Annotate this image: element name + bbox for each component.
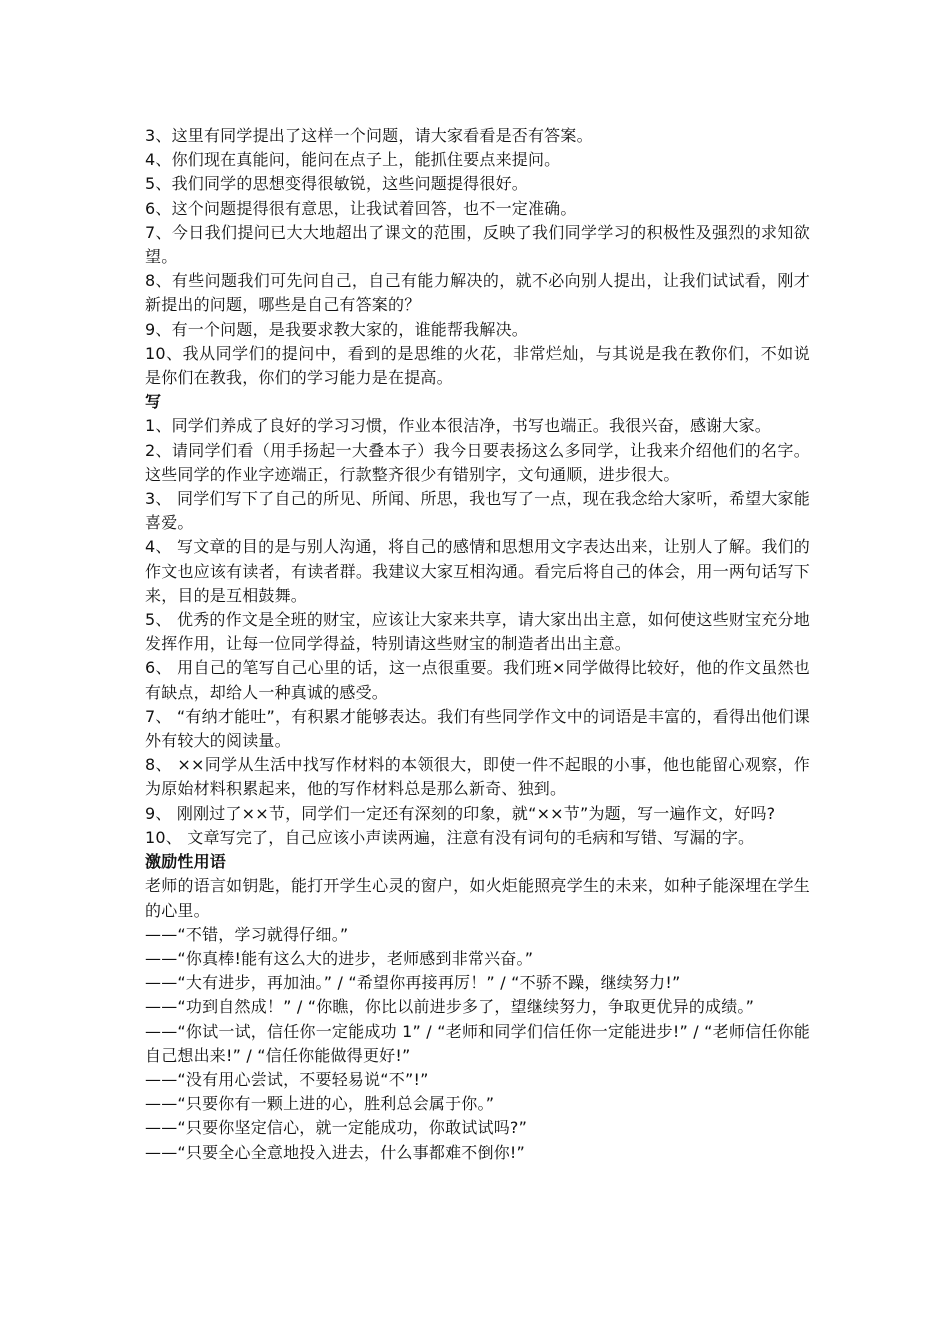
encourage-phrase: ——“你真棒!能有这么大的进步，老师感到非常兴奋。”: [145, 948, 534, 968]
ask-item-7: 7、今日我们提问已大大地超出了课文的范围，反映了我们同学学习的积极性及强烈的求知欲望。: [145, 222, 810, 267]
ask-item-9: 9、有一个问题，是我要求教大家的，谁能帮我解决。: [145, 319, 528, 339]
write-item-2: 2、请同学们看（用手扬起一大叠本子）我今日要表扬这么多同学，让我来介绍他们的名字。这些同学的作业字迹端正，行款整齐很少有错别字，文句通顺，进步很大。: [145, 440, 810, 484]
encourage-phrase: ——“没有用心尝试，不要轻易说“不”!”: [145, 1069, 429, 1089]
ask-item-6: 6、这个问题提得很有意思，让我试着回答，也不一定准确。: [145, 198, 577, 218]
ask-item-8: 8、有些问题我们可先问自己，自己有能力解决的，就不必向别人提出，让我们试试看，刚才新提出的问题，哪些是自己有答案的？: [145, 271, 810, 315]
encourage-phrase: ——“大有进步，再加油。” / “希望你再接再厉！” / “不骄不躁，继续努力!”: [145, 973, 681, 993]
write-item-8: 8、 ××同学从生活中找写作材料的本领很大，即使一件不起眼的小事，他也能留心观察，作为原始材料积累起来，他的写作材料总是那么新奇、独到。: [145, 755, 810, 799]
encourage-intro: 老师的语言如钥匙，能打开学生心灵的窗户，如火炬能照亮学生的未来，如种子能深埋在学生的心里。: [145, 876, 810, 920]
write-item-5: 5、 优秀的作文是全班的财宝，应该让大家来共享，请大家出出主意，如何使这些财宝充分地发挥作用，让每一位同学得益，特别请这些财宝的制造者出出主意。: [145, 610, 810, 654]
write-heading: 写: [145, 392, 162, 412]
encourage-heading: 激励性用语: [145, 852, 227, 872]
ask-item-4: 4、你们现在真能问，能问在点子上，能抓住要点来提问。: [145, 150, 561, 170]
write-item-6: 6、 用自己的笔写自己心里的话，这一点很重要。我们班×同学做得比较好，他的作文虽然也有缺点，却给人一种真诚的感受。: [145, 658, 810, 702]
ask-item-10: 10、我从同学们的提问中，看到的是思维的火花，非常烂灿，与其说是我在教你们，不如说是你们在教我，你们的学习能力是在提高。: [145, 343, 810, 388]
encourage-section: [145, 850, 810, 1165]
encourage-phrase: ——“只要你有一颗上进的心，胜利总会属于你。”: [145, 1094, 495, 1114]
ask-section: [145, 124, 810, 390]
write-item-1: 1、同学们养成了良好的学习习惯，作业本很洁净，书写也端正。我很兴奋，感谢大家。: [145, 416, 771, 436]
ask-item-3: 3、这里有同学提出了这样一个问题，请大家看看是否有答案。: [145, 126, 593, 145]
encourage-phrase: ——“功到自然成！” / “你瞧，你比以前进步多了，望继续努力，争取更优异的成绩。”: [145, 997, 755, 1017]
write-item-4: 4、 写文章的目的是与别人沟通，将自己的感情和思想用文字表达出来，让别人了解。我们的作文也应该有读者，有读者群。我建议大家互相沟通。看完后将自己的体会，用一两句话写下来，目的是互相鼓舞。: [145, 537, 810, 605]
encourage-phrase: ——“只要全心全意地投入进去，什么事都难不倒你!”: [145, 1142, 525, 1162]
ask-item-5: 5、我们同学的思想变得很敏锐，这些问题提得很好。: [145, 174, 528, 194]
write-section: [145, 390, 810, 850]
write-item-3: 3、 同学们写下了自己的所见、所闻、所思，我也写了一点，现在我念给大家听，希望大家能喜爱。: [145, 489, 810, 533]
write-item-9: 9、 刚刚过了××节，同学们一定还有深刻的印象，就“××节”为题，写一遍作文，好吗?: [145, 803, 776, 823]
encourage-phrase: ——“不错，学习就得仔细。”: [145, 924, 349, 944]
write-item-7: 7、 “有纳才能吐”，有积累才能够表达。我们有些同学作文中的词语是丰富的，看得出他们课外有较大的阅读量。: [145, 706, 810, 751]
encourage-phrase: ——“你试一试，信任你一定能成功 1” / “老师和同学们信任你一定能进步!” / “老师信任你能自己想出来!” / “信任你能做得更好!”: [145, 1021, 810, 1065]
write-item-10: 10、 文章写完了，自己应该小声读两遍，注意有没有词句的毛病和写错、写漏的字。: [145, 827, 755, 847]
document-page: [145, 124, 810, 1165]
encourage-phrase: ——“只要你坚定信心，就一定能成功，你敢试试吗?”: [145, 1118, 528, 1138]
